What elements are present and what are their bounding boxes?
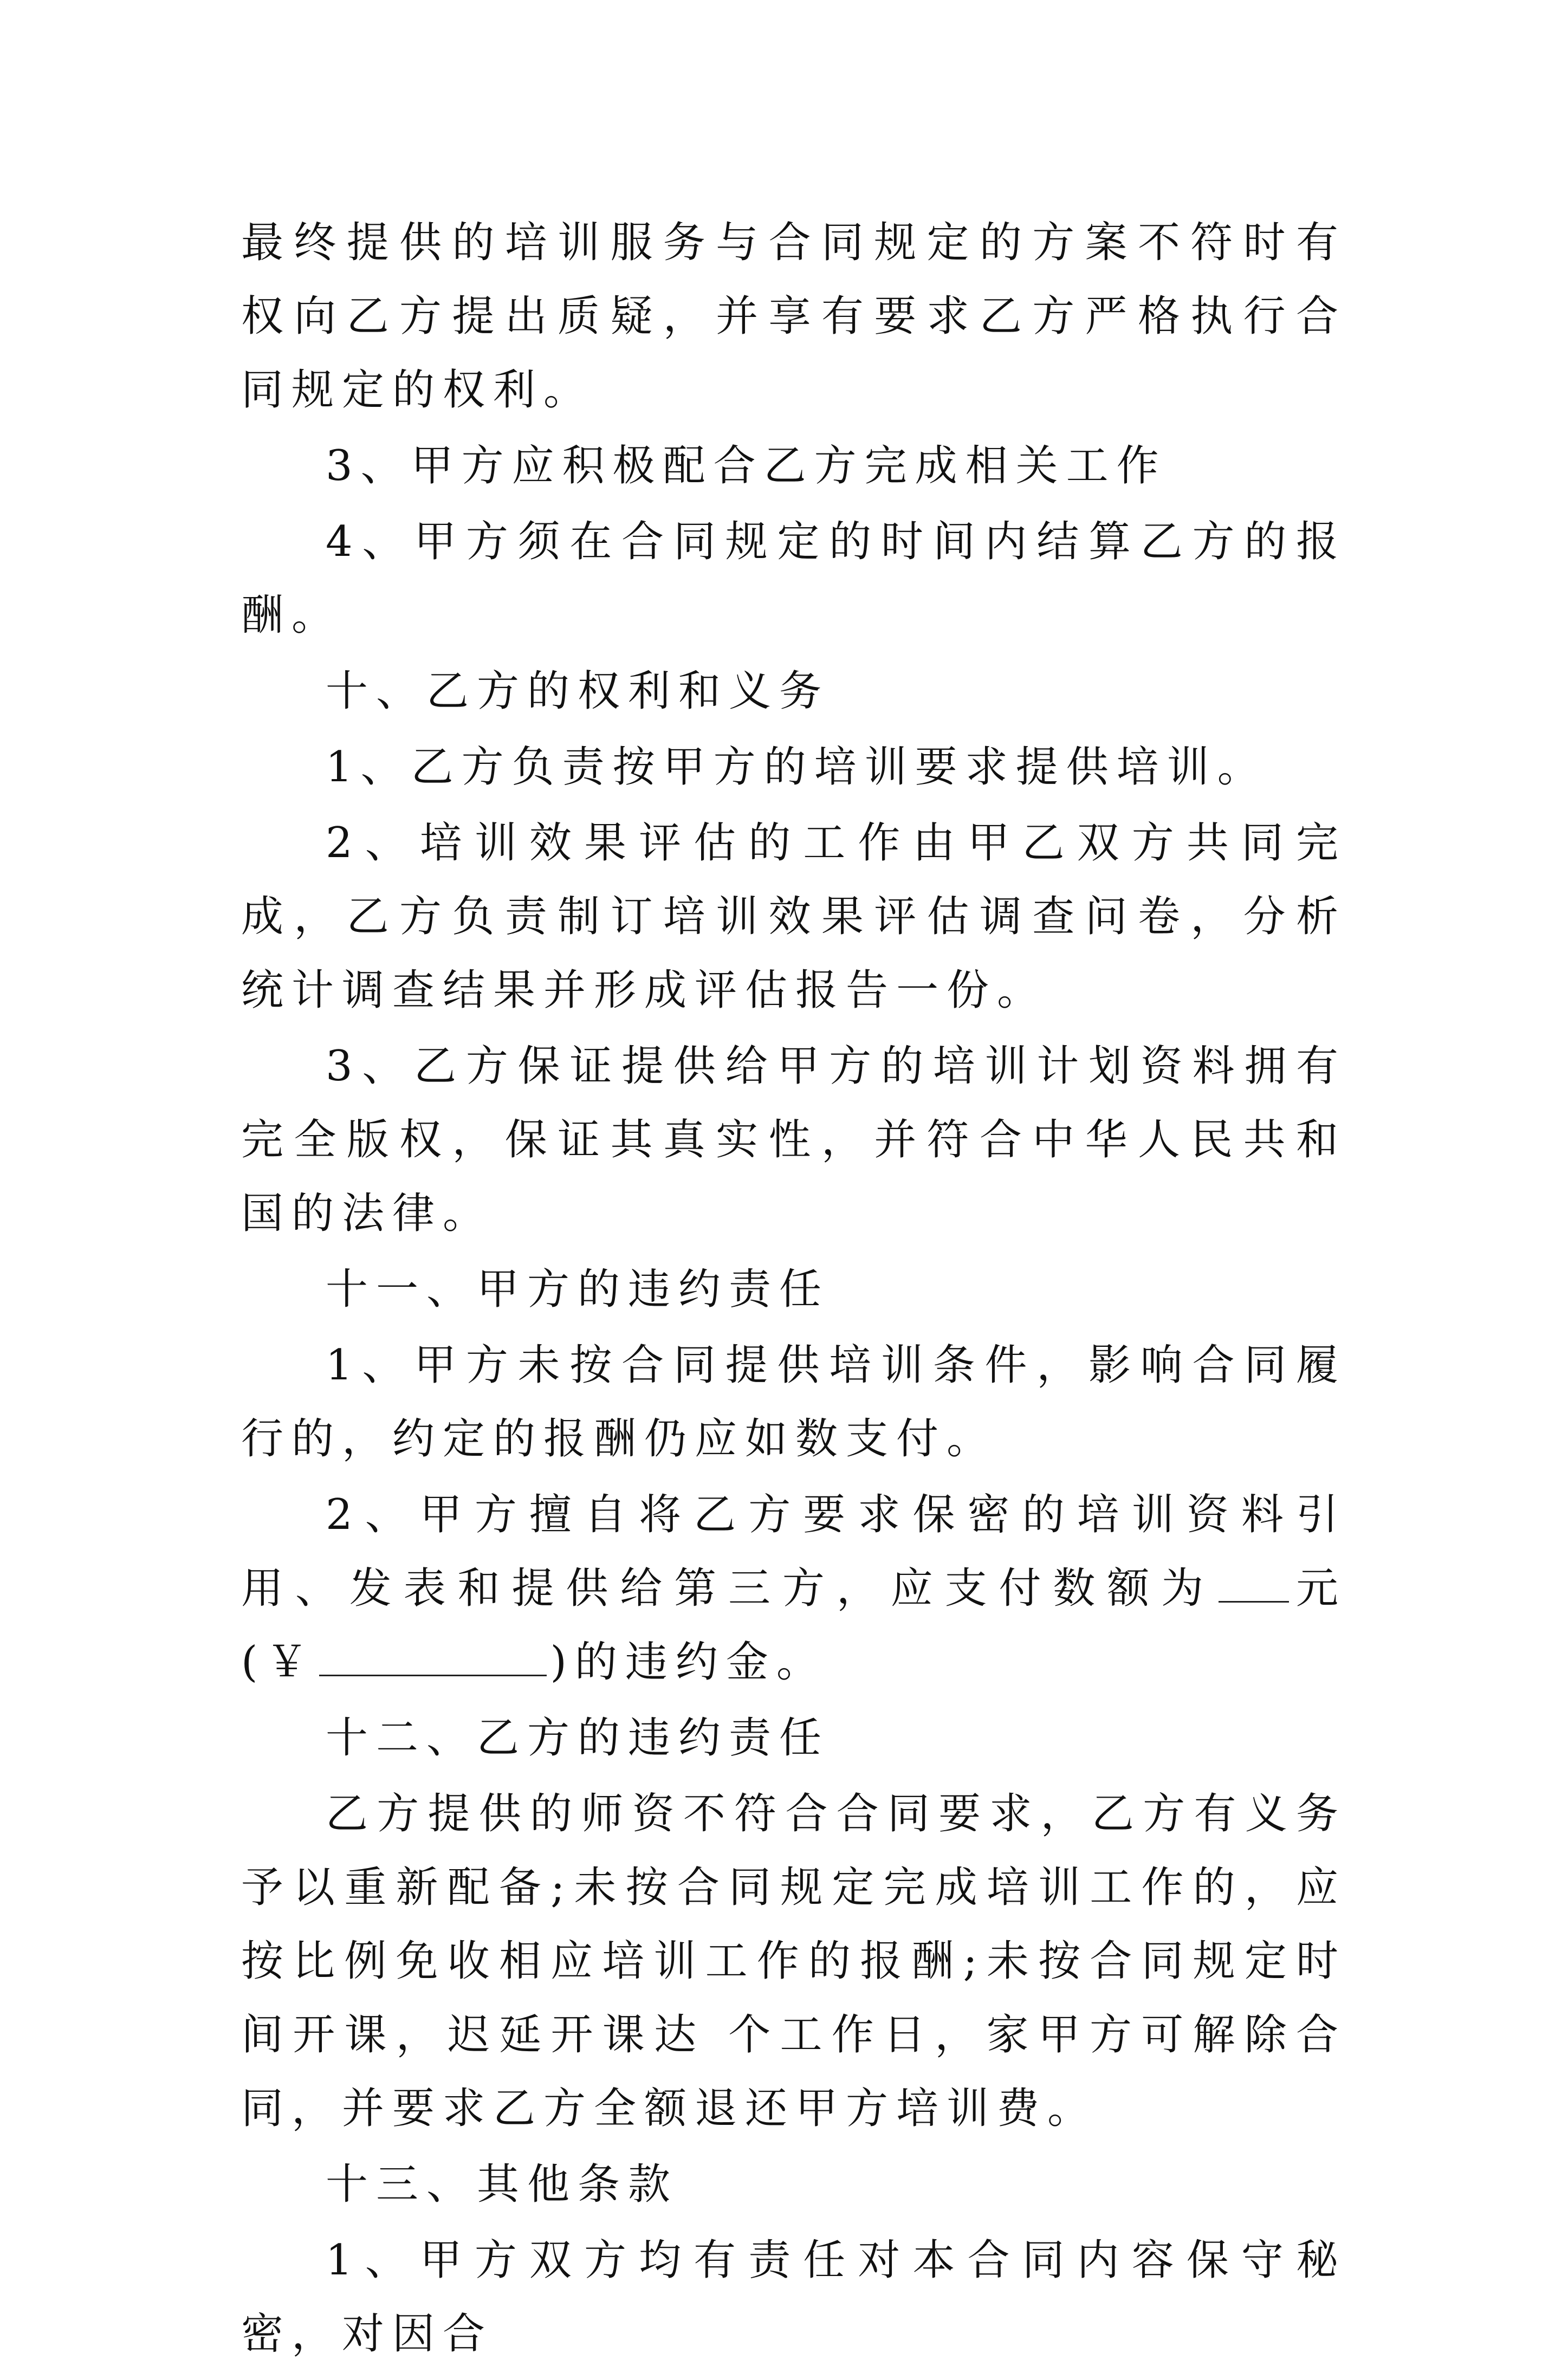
section-heading-party-a-liability: 十一、甲方的违约责任 xyxy=(326,1265,830,1314)
paragraph-party-a-cooperation: 3、甲方应积极配合乙方完成相关工作 xyxy=(326,442,1167,490)
paragraph-party-b-training: 1、乙方负责按甲方的培训要求提供培训。 xyxy=(326,743,1268,792)
paragraph-party-b-copyright: 3、乙方保证提供给甲方的培训计划资料拥有完全版权，保证其真实性，并符合中华人民共和国的法律。 xyxy=(241,1042,1346,1238)
penalty-text-tail: )的违约金。 xyxy=(550,1638,827,1687)
document-body xyxy=(241,206,1346,2373)
paragraph-party-a-confidentiality-penalty xyxy=(241,1478,1346,1699)
paragraph-party-b-breach-terms: 乙方提供的师资不符合合同要求，乙方有义务予以重新配备;未按合同规定完成培训工作的，应按比例免收相应培训工作的报酬;未按合同规定时间开课，迟延开课达 个工作日，家甲方可解除合同，并要求乙方全额退还甲方培训费。 xyxy=(241,1790,1346,2133)
penalty-text-lead: 2、甲方擅自将乙方要求保密的培训资料引用、发表和提供给第三方，应支付数额为 xyxy=(241,1490,1346,1613)
section-heading-other-terms: 十三、其他条款 xyxy=(326,2160,679,2209)
section-heading-party-b-rights: 十、乙方的权利和义务 xyxy=(326,667,830,716)
paragraph-party-a-settlement: 4、甲方须在合同规定的时间内结算乙方的报酬。 xyxy=(241,517,1346,640)
paragraph-party-a-payment-liability: 1、甲方未按合同提供培训条件，影响合同履行的，约定的报酬仍应如数支付。 xyxy=(241,1341,1346,1463)
amount-blank-words xyxy=(1219,1562,1289,1603)
penalty-text-currency: 元(￥ xyxy=(241,1564,1346,1687)
section-heading-party-b-liability: 十二、乙方的违约责任 xyxy=(326,1714,830,1762)
paragraph-confidentiality-clause: 1、甲方双方均有责任对本合同内容保守秘密，对因合 xyxy=(241,2236,1346,2358)
paragraph-party-b-evaluation: 2、培训效果评估的工作由甲乙双方共同完成，乙方负责制订培训效果评估调查问卷，分析统计调查结果并形成评估报告一份。 xyxy=(241,819,1346,1015)
amount-blank-figures xyxy=(319,1636,547,1676)
paragraph-quality-rights-continued: 最终提供的培训服务与合同规定的方案不符时有权向乙方提出质疑，并享有要求乙方严格执行合同规定的权利。 xyxy=(241,218,1346,414)
